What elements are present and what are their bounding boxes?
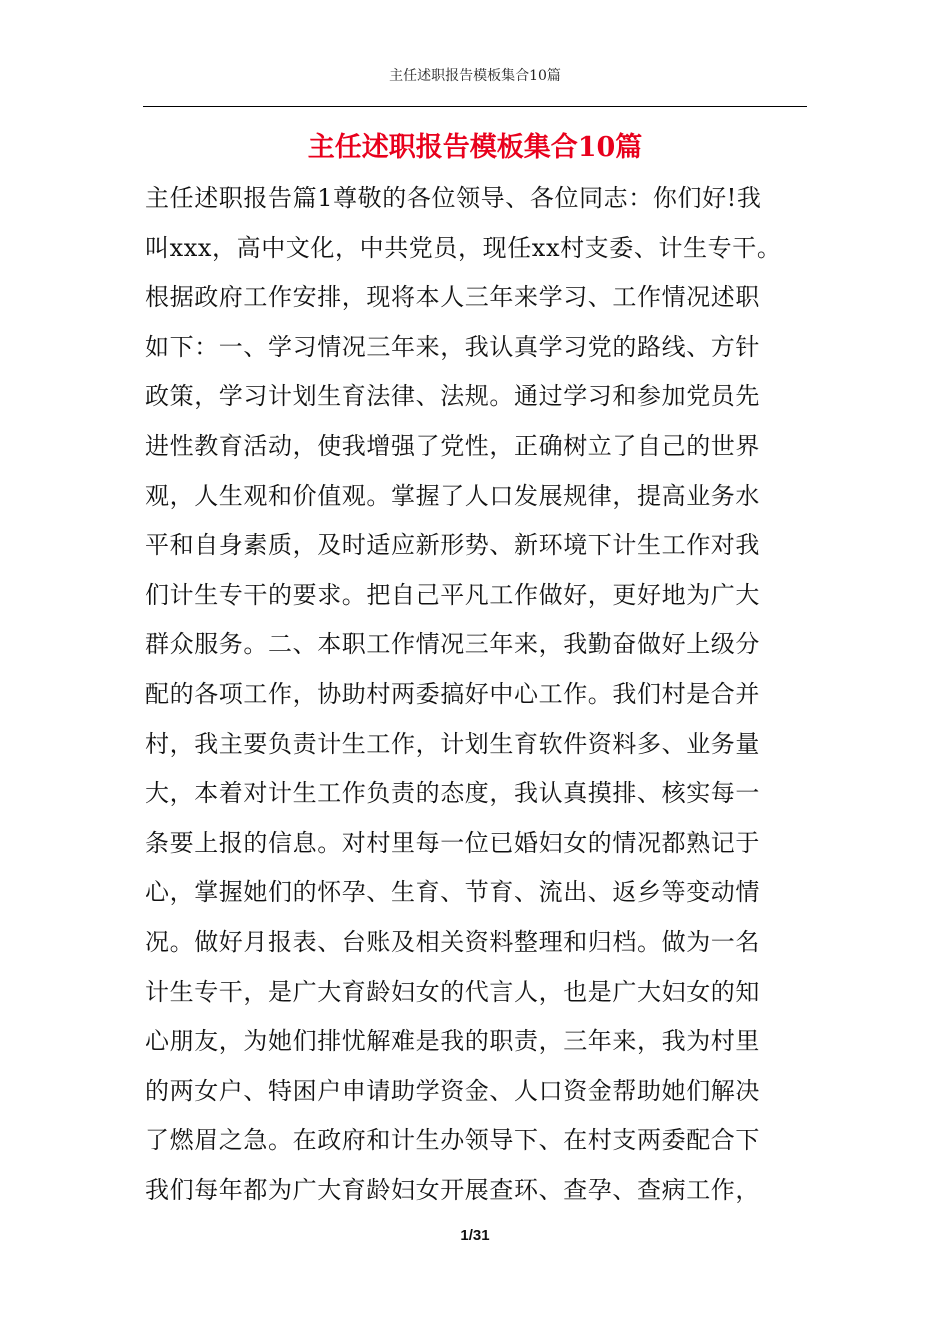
body-line: 大，本着对计生工作负责的态度，我认真摸排、核实每一	[145, 779, 760, 808]
body-line: 了燃眉之急。在政府和计生办领导下、在村支两委配合下	[145, 1126, 760, 1155]
body-line: 心朋友，为她们排忧解难是我的职责，三年来，我为村里	[145, 1027, 760, 1056]
body-line: 根据政府工作安排，现将本人三年来学习、工作情况述职	[145, 283, 760, 312]
body-line: 叫xxx，高中文化，中共党员，现任xx村支委、计生专干。	[145, 233, 782, 262]
body-line: 况。做好月报表、台账及相关资料整理和归档。做为一名	[145, 927, 760, 956]
body-line: 观，人生观和价值观。掌握了人口发展规律，提高业务水	[145, 481, 760, 510]
body-line: 计生专干，是广大育龄妇女的代言人，也是广大妇女的知	[145, 977, 760, 1006]
page-number: 1/31	[460, 1227, 490, 1244]
document-title: 主任述职报告模板集合10篇	[307, 132, 643, 163]
body-line: 主任述职报告篇1尊敬的各位领导、各位同志：你们好!我	[145, 184, 762, 212]
body-line: 进性教育活动，使我增强了党性，正确树立了自己的世界	[145, 431, 760, 460]
body-line: 条要上报的信息。对村里每一位已婚妇女的情况都熟记于	[145, 828, 760, 857]
body-line: 如下：一、学习情况三年来，我认真学习党的路线、方针	[145, 332, 760, 361]
body-line: 平和自身素质，及时适应新形势、新环境下计生工作对我	[145, 531, 760, 560]
body-line: 政策，学习计划生育法律、法规。通过学习和参加党员先	[145, 382, 760, 411]
body-line: 心，掌握她们的怀孕、生育、节育、流出、返乡等变动情	[145, 878, 760, 907]
body-line: 们计生专干的要求。把自己平凡工作做好，更好地为广大	[145, 580, 760, 609]
body-line: 群众服务。二、本职工作情况三年来，我勤奋做好上级分	[145, 630, 760, 659]
body-line: 配的各项工作，协助村两委搞好中心工作。我们村是合并	[145, 679, 760, 708]
document-body	[145, 178, 825, 1219]
body-line: 的两女户、特困户申请助学资金、人口资金帮助她们解决	[145, 1076, 760, 1105]
header-divider	[143, 106, 807, 107]
body-line: 我们每年都为广大育龄妇女开展查环、查孕、查病工作，	[145, 1175, 760, 1204]
running-header: 主任述职报告模板集合10篇	[389, 68, 561, 84]
body-line: 村，我主要负责计生工作，计划生育软件资料多、业务量	[145, 729, 760, 758]
